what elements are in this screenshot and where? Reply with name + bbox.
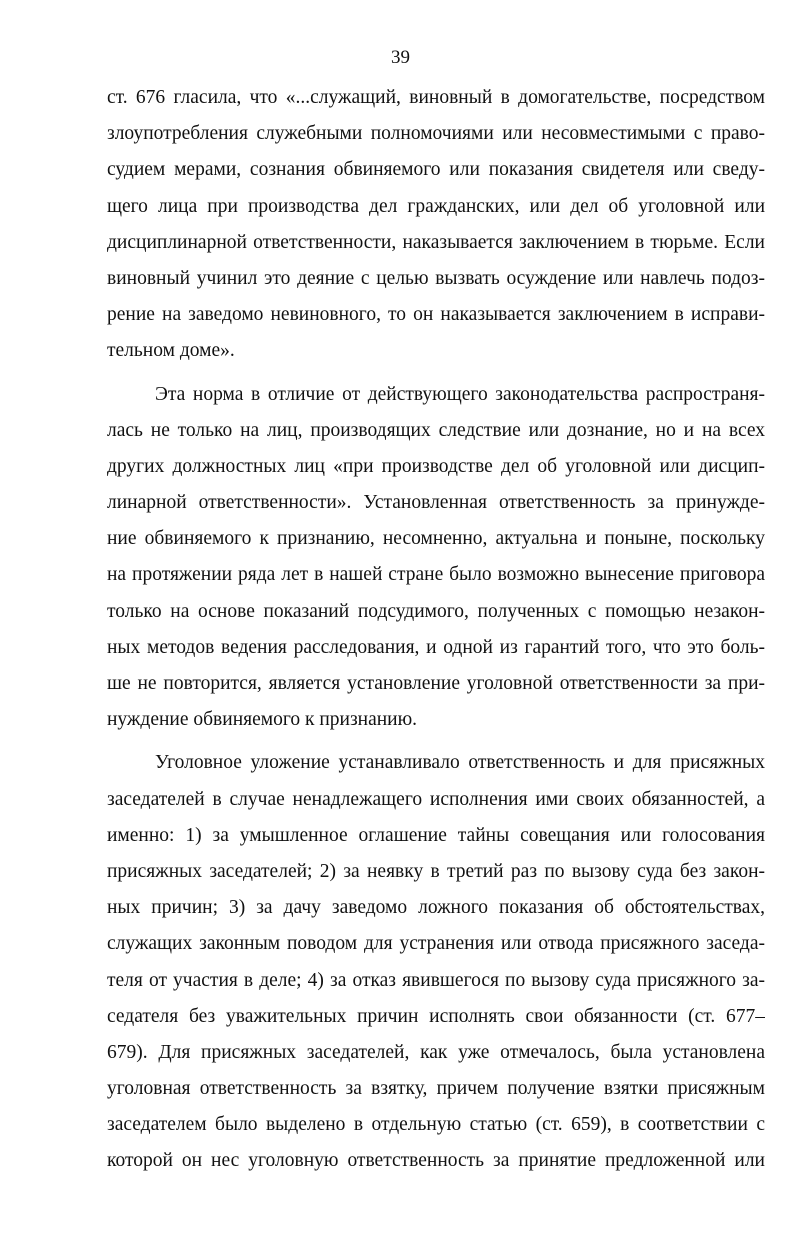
text-line: только на основе показаний подсудимого, полученных с помощью незакон- <box>107 600 765 622</box>
text-line: именно: 1) за умышленное оглашение тайны совещания или голосования <box>107 824 765 846</box>
paragraph <box>107 377 765 739</box>
text-line: на протяжении ряда лет в нашей стране было возможно вынесение приговора <box>107 564 765 586</box>
text-line: седателя без уважительных причин исполнять свои обязанности (ст. 677– <box>107 1005 765 1027</box>
page-number: 39 <box>391 47 410 68</box>
text-line: Уголовное уложение устанавливало ответственность и для присяжных <box>155 752 765 774</box>
text-line: ние обвиняемого к признанию, несомненно, актуальна и поныне, поскольку <box>107 528 765 550</box>
text-line: заседателем было выделено в отдельную статью (ст. 659), в соответствии с <box>107 1114 765 1136</box>
text-line: теля от участия в деле; 4) за отказ явившегося по вызову суда присяжного за- <box>107 969 765 991</box>
text-line: ше не повторится, является установление уголовной ответственности за при- <box>107 673 765 694</box>
text-line: служащих законным поводом для устранения или отвода присяжного заседа- <box>107 933 765 955</box>
text-line: 679). Для присяжных заседателей, как уже отмечалось, была установлена <box>107 1041 765 1063</box>
text-line: Эта норма в отличие от действующего законодательства распространя- <box>155 383 765 405</box>
text-line: которой он нес уголовную ответственность за принятие предложенной или <box>107 1150 765 1172</box>
text-line: уголовная ответственность за взятку, причем получение взятки присяжным <box>107 1078 765 1100</box>
text-line: присяжных заседателей; 2) за неявку в третий раз по вызову суда без закон- <box>107 860 765 882</box>
paragraph <box>107 80 765 370</box>
text-line: ных методов ведения расследования, и одной из гарантий того, что это боль- <box>107 636 765 658</box>
paragraph-spacing <box>107 738 765 745</box>
text-line: ст. 676 гласила, что «...служащий, виновный в домогательстве, посредством <box>107 87 765 108</box>
text-line: заседателей в случае ненадлежащего исполнения ими своих обязанностей, а <box>107 788 765 810</box>
text-line: щего лица при производства дел гражданских, или дел об уголовной или <box>107 195 765 217</box>
text-line: тельном доме». <box>107 340 235 362</box>
text-line: линарной ответственности». Установленная ответственность за принужде- <box>107 492 765 514</box>
text-line: других должностных лиц «при производстве дел об уголовной или дисцип- <box>107 455 765 477</box>
text-line: дисциплинарной ответственности, наказывается заключением в тюрьме. Если <box>107 231 765 253</box>
text-line: ных причин; 3) за дачу заведомо ложного показания об обстоятельствах, <box>107 897 765 919</box>
text-line: виновный учинил это деяние с целью вызвать осуждение или навлечь подоз- <box>107 267 765 289</box>
paragraph-spacing <box>107 370 765 377</box>
text-line: лась не только на лиц, производящих следствие или дознание, но и на всех <box>107 419 765 441</box>
text-line: злоупотребления служебными полномочиями или несовместимыми с право- <box>107 123 765 145</box>
text-line: судием мерами, сознания обвиняемого или показания свидетеля или сведу- <box>107 159 765 181</box>
paragraph <box>107 745 765 1179</box>
text-line: нуждение обвиняемого к признанию. <box>107 709 418 731</box>
body-text <box>107 80 765 1180</box>
text-line: рение на заведомо невиновного, то он наказывается заключением в исправи- <box>107 304 765 326</box>
